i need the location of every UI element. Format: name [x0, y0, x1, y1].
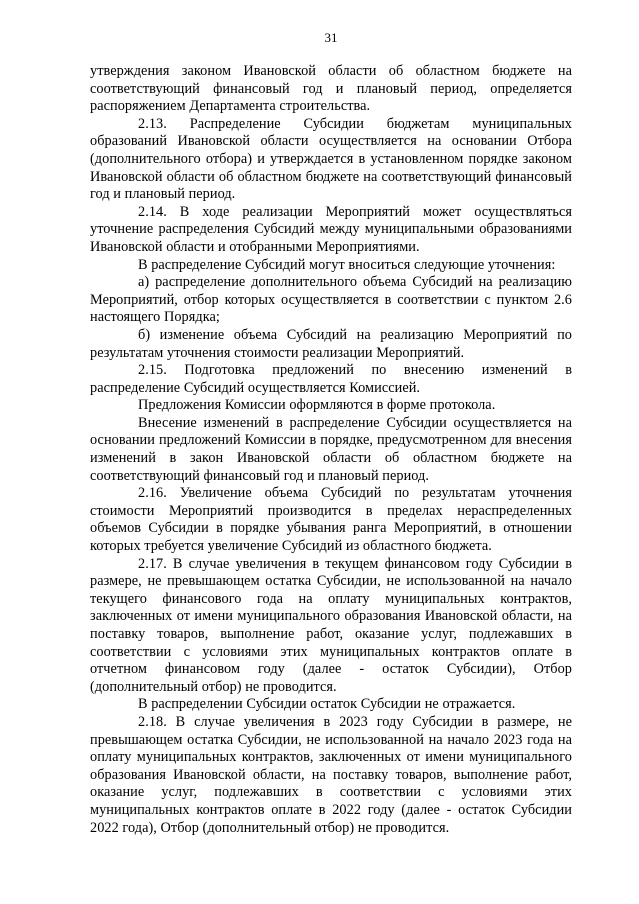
- paragraph-2-18: 2.18. В случае увеличения в 2023 году Субсидии в размере, не превышающем остатка Субсидии, не использованной на начало 2023 года на оплату муниципальных контрактов, заключенных от имени муниципального образования Ивановской области, на поставку товаров, выполнение работ, оказание услуг, подлежавших в соответствии с условиями этих муниципальных контрактов оплате в 2022 году (далее - остаток Субсидии 2022 года), Отбор (дополнительный отбор) не проводится.: [90, 713, 572, 836]
- paragraph-clarifications-intro: В распределение Субсидий могут вноситься следующие уточнения:: [138, 256, 556, 273]
- paragraph-2-14: 2.14. В ходе реализации Мероприятий может осуществляться уточнение распределения Субсидий между муниципальными образованиями Ивановской области и отобранными Мероприятиями.: [90, 203, 572, 255]
- paragraph-2-17: 2.17. В случае увеличения в текущем финансовом году Субсидии в размере, не превышающем остатка Субсидии, не использованной на начало текущего финансового года на оплату муниципальных контрактов, заключенных от имени муниципального образования Ивановской области, на поставку товаров, выполнение работ, оказание услуг, подлежавших в соответствии с условиями этих муниципальных контрактов оплате в отчетном финансовом году (далее - остаток Субсидии), Отбор (дополнительный отбор) не проводится.: [90, 555, 572, 695]
- paragraph-remainder-note: В распределении Субсидии остаток Субсидии не отражается.: [138, 696, 516, 713]
- paragraph-commission-proposals: Предложения Комиссии оформляются в форме протокола.: [138, 397, 496, 414]
- paragraph-2-13: 2.13. Распределение Субсидии бюджетам муниципальных образований Ивановской области осуществляется на основании Отбора (дополнительного отбора) и утверждается в установленном порядке законом Ивановской области об областном бюджете на соответствующий финансовый год и плановый период.: [90, 115, 572, 203]
- document-body: [90, 63, 572, 837]
- paragraph-continuation: утверждения законом Ивановской области об областном бюджете на соответствующий финансовый год и плановый период, определяется распоряжением Департамента строительства.: [90, 63, 572, 115]
- paragraph-item-b: б) изменение объема Субсидий на реализацию Мероприятий по результатам уточнения стоимости реализации Мероприятий.: [90, 326, 572, 361]
- paragraph-2-16: 2.16. Увеличение объема Субсидий по результатам уточнения стоимости Мероприятий производится в пределах нераспределенных объемов Субсидии в порядке убывания ранга Мероприятий, в отношении которых требуется увеличение Субсидий из областного бюджета.: [90, 485, 572, 555]
- paragraph-2-15: 2.15. Подготовка предложений по внесению изменений в распределение Субсидий осуществляется Комиссией.: [90, 362, 572, 396]
- paragraph-item-a: а) распределение дополнительного объема Субсидий на реализацию Мероприятий, отбор которых осуществляется в соответствии с пунктом 2.6 настоящего Порядка;: [90, 274, 572, 326]
- document-page: [90, 30, 572, 837]
- paragraph-amendments: Внесение изменений в распределение Субсидии осуществляется на основании предложений Комиссии в порядке, предусмотренном для внесения изменений в закон Ивановской области об областном бюджете на соответствующий финансовый год и плановый период.: [90, 414, 572, 484]
- page-number: 31: [324, 30, 338, 45]
